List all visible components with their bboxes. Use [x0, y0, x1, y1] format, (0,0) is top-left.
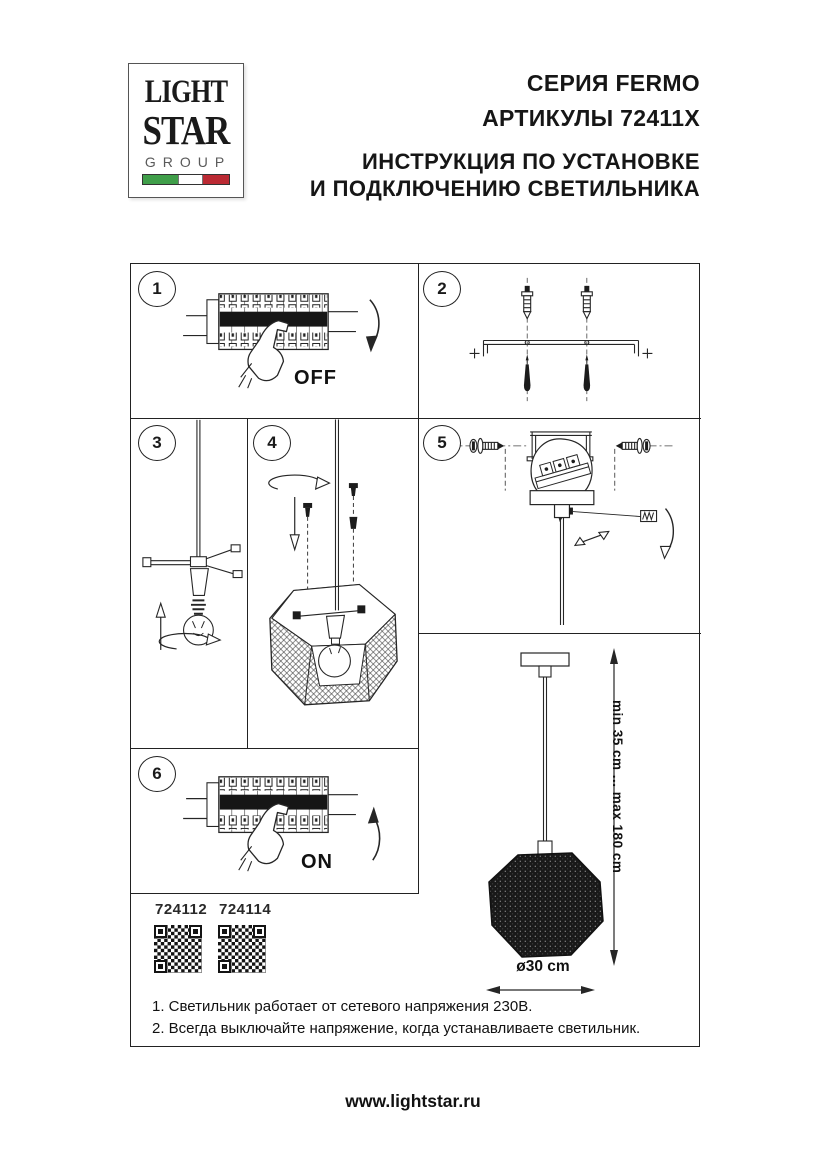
- product-title-block: [482, 66, 700, 136]
- step-5-number: 5: [423, 425, 461, 461]
- instruction-line-1: ИНСТРУКЦИЯ ПО УСТАНОВКЕ: [362, 149, 700, 174]
- italian-flag-bar: [142, 174, 230, 185]
- note-line-2: 2. Всегда выключайте напряжение, когда устанавливаете светильник.: [152, 1020, 641, 1037]
- bulb-installation-drawing: [131, 419, 247, 748]
- diameter-label: ø30 cm: [516, 958, 570, 975]
- instruction-title-block: [310, 148, 700, 202]
- flag-green-segment: [143, 175, 178, 184]
- qr-finder-icon: [253, 925, 266, 938]
- flag-red-segment: [203, 175, 229, 184]
- step-2-panel: [419, 264, 701, 419]
- instruction-line-2: И ПОДКЛЮЧЕНИЮ СВЕТИЛЬНИКА: [309, 176, 700, 201]
- series-title: СЕРИЯ FERMO: [526, 70, 700, 96]
- pendant-lamp-panel: [419, 634, 701, 1048]
- logo-word-group: GROUP: [144, 154, 232, 170]
- qr-finder-icon: [189, 925, 202, 938]
- logo-word-light: LIGHT: [144, 74, 228, 110]
- article-code-2: 724114: [219, 901, 272, 918]
- mounting-hardware-drawing: [419, 264, 701, 418]
- flag-white-segment: [178, 175, 203, 184]
- website-url: www.lightstar.ru: [345, 1091, 481, 1111]
- note-line-1: 1. Светильник работает от сетевого напряжения 230В.: [152, 998, 533, 1015]
- step-1-number: 1: [138, 271, 176, 307]
- pendant-lamp-drawing: [419, 634, 701, 1048]
- articles-title: АРТИКУЛЫ 72411X: [482, 105, 700, 131]
- safety-notes: [152, 996, 692, 1040]
- height-range-label: min 35 cm ... max 180 cm: [610, 700, 625, 874]
- step-6-panel: [131, 749, 419, 894]
- qr-code-724112: [154, 925, 202, 973]
- step-4-panel: [248, 419, 419, 749]
- step-4-number: 4: [253, 425, 291, 461]
- on-label: ON: [301, 851, 333, 873]
- qr-code-724114: [218, 925, 266, 973]
- step-1-panel: [131, 264, 419, 419]
- shade-assembly-drawing: [248, 419, 418, 748]
- lightstar-logo: [128, 63, 244, 198]
- step-3-panel: [131, 419, 248, 749]
- off-label: OFF: [294, 367, 337, 389]
- article-code-1: 724112: [155, 901, 208, 918]
- qr-finder-icon: [154, 925, 167, 938]
- logo-word-star: STAR: [142, 107, 230, 153]
- step-5-panel: [419, 419, 701, 634]
- qr-finder-icon: [218, 925, 231, 938]
- ceiling-mount-drawing: [419, 419, 701, 633]
- step-2-number: 2: [423, 271, 461, 307]
- qr-finder-icon: [218, 960, 231, 973]
- step-6-number: 6: [138, 756, 176, 792]
- step-3-number: 3: [138, 425, 176, 461]
- qr-finder-icon: [154, 960, 167, 973]
